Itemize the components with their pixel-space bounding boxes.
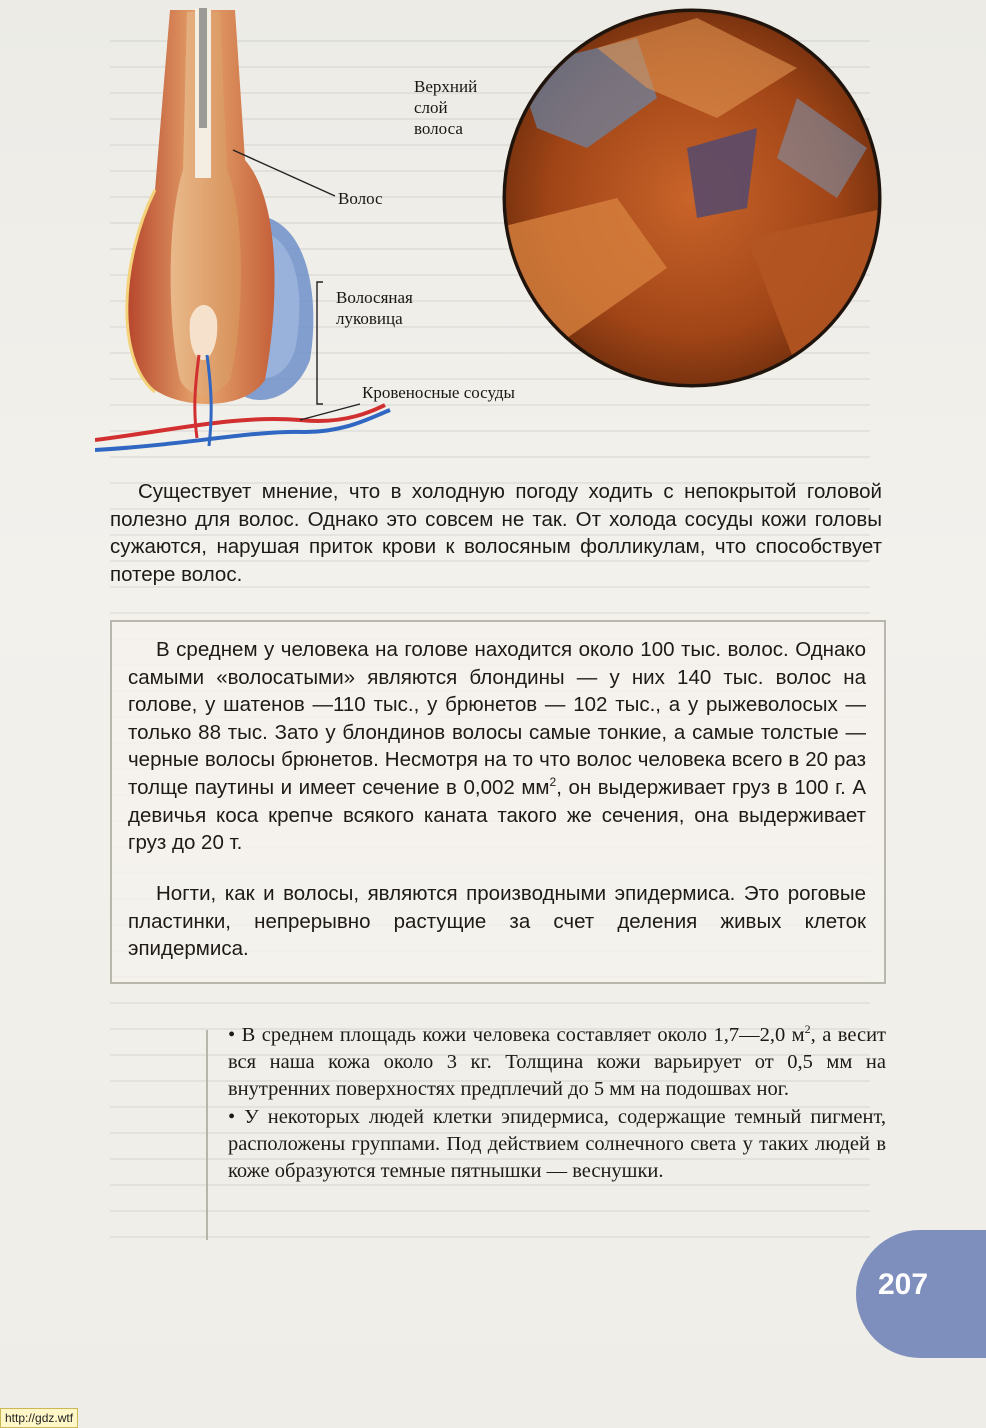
label-top-layer-line1: Верхний <box>414 77 478 96</box>
label-hair: Волос <box>338 189 383 208</box>
box-paragraph-hair-count <box>128 636 866 857</box>
hair-surface-micrograph <box>497 8 887 388</box>
label-blood-vessels: Кровеносные сосуды <box>362 383 515 402</box>
label-bulb-line2: луковица <box>336 309 403 328</box>
label-top-layer-line3: волоса <box>414 119 463 138</box>
bullet-divider <box>206 1030 208 1240</box>
label-top-layer <box>414 76 477 139</box>
paragraph-cold-weather: Существует мнение, что в холодную погоду ходить с непокрытой головой полезно для волос. Однако это совсем не так. От холода сосуды кожи головы сужаются, нарушая приток крови к волосяным фолликулам, что способствует потере волос. <box>110 480 882 586</box>
bullet-list <box>228 1022 886 1185</box>
bullet-1-sup: 2 <box>804 1022 811 1037</box>
label-hair-bulb <box>336 287 413 329</box>
page-number: 207 <box>878 1268 929 1301</box>
box-paragraph-nails: Ногти, как и волосы, являются производными эпидермиса. Это роговые пластинки, непрерывно растущие за счет деления живых клеток эпидермиса. <box>128 882 866 961</box>
label-bulb-line1: Волосяная <box>336 288 413 307</box>
bullet-skin-area <box>228 1022 886 1104</box>
bullet-1-text: • В среднем площадь кожи человека составляет около 1,7—2,0 м <box>228 1024 805 1046</box>
bullet-freckles: • У некоторых людей клетки эпидермиса, содержащие темный пигмент, расположены группами. Под действием солнечного света у таких людей в коже образуются темные пятнышки — веснушки. <box>228 1105 886 1183</box>
source-url-link[interactable]: http://gdz.wtf <box>0 1408 78 1428</box>
label-top-layer-line2: слой <box>414 98 448 117</box>
box-paragraph-1-sup: 2 <box>549 775 557 790</box>
box-paragraph-1-text: В среднем у человека на голове находится около 100 тыс. волос. Однако самыми «волосатыми» являются блондины — у них 140 тыс. волос на голове, у шатенов —110 тыс., у брюнетов — 102 тыс., а у рыжеволосых — только 88 тыс. Зато у блондинов волосы самые тонкие, а самые толстые — черные волосы брюнетов. Несмотря на то что волос человека всего в 20 раз толще паутины и имеет сечение в 0,002 мм <box>128 638 866 799</box>
bullet-1-tail: , а весит вся наша кожа около 3 кг. Толщина кожи варьирует от 0,5 мм на внутренних поверхностях предплечий до 5 мм на подошвах ног. <box>228 1024 886 1101</box>
box-paragraph-1-tail: , он выдерживает груз в 100 г. А девичья коса крепче всякого каната такого же сечения, она выдерживает груз до 20 т. <box>128 775 866 855</box>
